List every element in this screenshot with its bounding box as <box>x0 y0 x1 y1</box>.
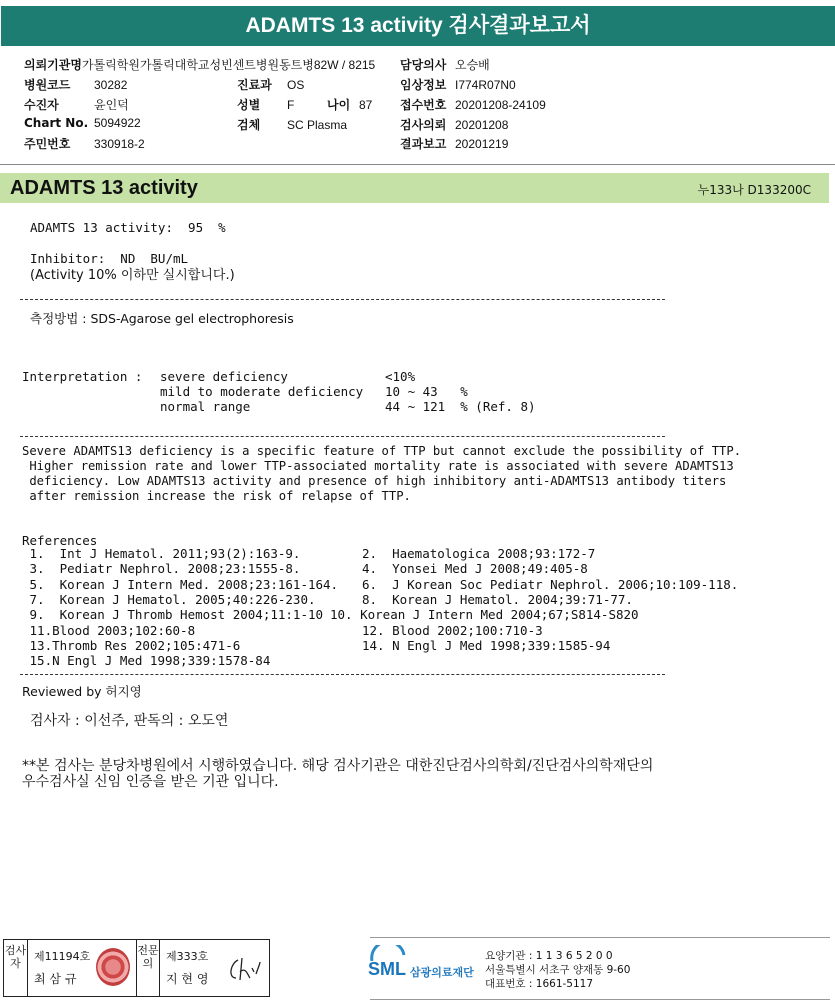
interp-range-name: mild to moderate deficiency <box>160 384 364 399</box>
interp-label: Interpretation : <box>22 369 143 384</box>
hospcode-value: 30282 <box>94 78 128 92</box>
comment-line: Higher remission rate and lower TTP-associated mortality rate is associated with severe ADAMTS13 <box>22 459 734 473</box>
reference-item: 6. J Korean Soc Pediatr Nephrol. 2006;10:109-118. <box>362 576 739 592</box>
receipt-label: 접수번호 <box>400 98 447 112</box>
reference-item: 1. Int J Hematol. 2011;93(2):163-9. <box>22 546 301 561</box>
org-contact <box>485 949 630 991</box>
reference-item: 12. Blood 2002;100:710-3 <box>362 622 543 638</box>
dashed-divider <box>20 299 665 300</box>
patient-label: 수진자 <box>24 98 59 112</box>
institution-value: 가톨릭학원가톨릭대학교성빈센트병원 <box>82 58 280 72</box>
sml-text: SML <box>368 959 406 979</box>
reference-item: 7. Korean J Hematol. 2005;40:226-230. <box>22 591 316 607</box>
license-2: 제333호 <box>166 950 209 963</box>
reference-item: 3. Pediatr Nephrol. 2008;23:1555-8. <box>22 561 301 577</box>
inspectors: 검사자 : 이선주, 판독의 : 오도연 <box>30 713 229 729</box>
seal-stamp <box>96 948 130 986</box>
dept-label: 진료과 <box>237 78 272 92</box>
org-name: 삼광의료재단 <box>410 966 474 979</box>
clinic-label: 임상정보 <box>400 78 447 92</box>
info-divider <box>0 164 835 165</box>
clinic-value: I774R07N0 <box>455 78 516 92</box>
request-value: 20201208 <box>455 118 509 132</box>
specialist-col-label: 전문의 <box>136 940 160 996</box>
sex-label: 성별 <box>237 98 261 112</box>
license-1: 제11194호 <box>34 950 91 963</box>
interp-range-value: 44 ~ 121 % (Ref. 8) <box>385 399 536 414</box>
age-value: 87 <box>359 98 373 112</box>
reference-item: 8. Korean J Hematol. 2004;39:71-77. <box>362 591 633 607</box>
inspector-col-label: 검사자 <box>4 940 28 996</box>
patient-info <box>0 46 835 166</box>
specimen-value: SC Plasma <box>287 118 348 132</box>
reference-item: 5. Korean J Intern Med. 2008;23:161-164. <box>22 576 339 592</box>
reference-item: 15.N Engl J Med 1998;339:1578-84 <box>22 653 271 669</box>
reference-item: 14. N Engl J Med 1998;339:1585-94 <box>362 637 611 653</box>
org-phone: 대표번호 : 1661-5117 <box>485 978 594 990</box>
institution-label: 의뢰기관명 <box>24 58 82 72</box>
references-title: References <box>22 533 98 548</box>
reference-item: 9. Korean J Thromb Hemost 2004;11:1-10 <box>22 607 324 623</box>
receipt-value: 20201208-24109 <box>455 98 546 112</box>
reference-item: 10. Korean J Intern Med 2004;67;S814-S820 <box>330 607 639 623</box>
reference-item: 4. Yonsei Med J 2008;49:405-8 <box>362 561 588 577</box>
result-value: 20201219 <box>455 137 509 151</box>
sex-value: F <box>287 98 295 112</box>
doctor-value: 오승배 <box>455 58 490 72</box>
comment-line: after remission increase the risk of relapse of TTP. <box>22 489 411 503</box>
reference-item: 11.Blood 2003;102:60-8 <box>22 622 196 638</box>
comment-line: Severe ADAMTS13 deficiency is a specific feature of TTP but cannot exclude the possibility of TTP. <box>22 444 742 458</box>
hospcode-label: 병원코드 <box>24 78 71 92</box>
footer-divider <box>370 999 830 1000</box>
dashed-divider <box>20 436 665 437</box>
dashed-divider <box>20 674 665 675</box>
section-code: 누133나 D133200C <box>697 183 811 197</box>
name-1: 최 삼 규 <box>34 972 77 986</box>
interp-range-value: 10 ~ 43 % <box>385 384 468 399</box>
doctor-label: 담당의사 <box>400 58 447 72</box>
section-title: ADAMTS 13 activity <box>10 177 198 199</box>
org-address: 서울특별시 서초구 양재동 9-60 <box>485 964 631 976</box>
footer-divider <box>370 937 830 938</box>
footer <box>3 939 832 997</box>
specimen-label: 검체 <box>237 118 261 132</box>
dept-value: OS <box>287 78 305 92</box>
notice-line-2: 우수검사실 신임 인증을 받은 기관 입니다. <box>22 774 279 790</box>
interp-range-name: severe deficiency <box>160 369 288 384</box>
age-label: 나이 <box>327 98 351 112</box>
request-label: 검사의뢰 <box>400 118 447 132</box>
result-label: 결과보고 <box>400 137 447 151</box>
signature-box <box>3 939 270 997</box>
comment-line: deficiency. Low ADAMTS13 activity and presence of high inhibitory anti-ADAMTS13 antibody titers <box>22 474 727 488</box>
interp-range-name: normal range <box>160 399 251 414</box>
reference-item: 2. Haematologica 2008;93:172-7 <box>362 546 596 561</box>
resid-value: 330918-2 <box>94 137 145 151</box>
resid-label: 주민번호 <box>24 137 71 151</box>
interp-range-value: <10% <box>385 369 416 384</box>
inhibitor-note: (Activity 10% 이하만 실시합니다.) <box>30 268 235 283</box>
notice-line-1: **본 검사는 분당차병원에서 시행하였습니다. 해당 검사기관은 대한진단검사의학회/진단검사의학재단의 <box>22 758 654 774</box>
name-2: 지 현 영 <box>166 972 209 986</box>
report-title: ADAMTS 13 activity 검사결과보고서 <box>1 6 835 46</box>
method-text: 측정방법 : SDS-Agarose gel electrophoresis <box>30 311 294 326</box>
patient-value: 윤인덕 <box>94 98 129 112</box>
ward-value: 동트병82W / 8215 <box>279 58 376 72</box>
section-header <box>0 173 829 203</box>
chart-label: Chart No. <box>24 116 89 130</box>
signature <box>226 954 262 984</box>
activity-result: ADAMTS 13 activity: 95 % <box>30 220 226 235</box>
chart-value: 5094922 <box>94 116 141 130</box>
org-code: 요양기관 : 1 1 3 6 5 2 0 0 <box>485 950 613 962</box>
reference-item: 13.Thromb Res 2002;105:471-6 <box>22 637 241 653</box>
reviewed-by: Reviewed by 허지영 <box>22 684 142 699</box>
inhibitor-result: Inhibitor: ND BU/mL <box>30 251 189 266</box>
